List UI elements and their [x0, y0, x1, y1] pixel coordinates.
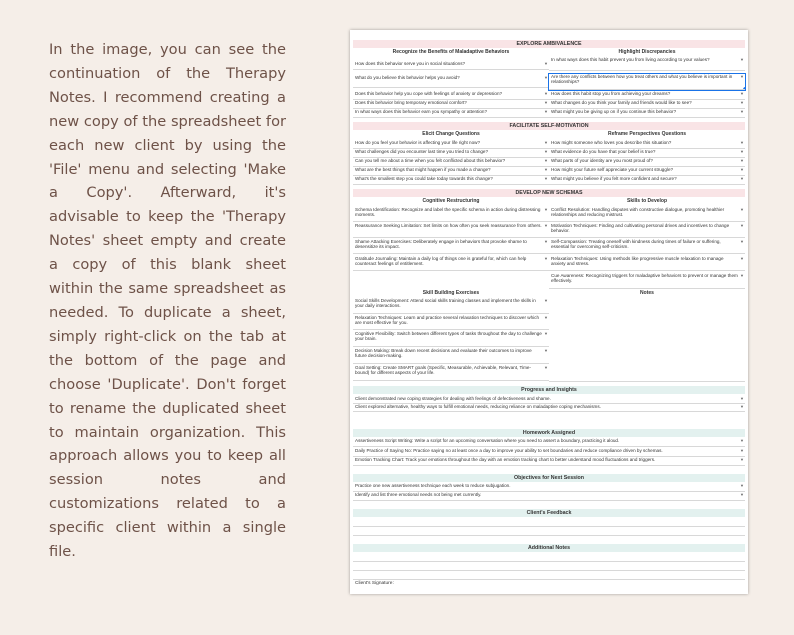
dropdown-arrow-icon[interactable]: ▼	[740, 492, 744, 497]
schemas-right-cell-text: Cue Awareness: Recognizing triggers for maladaptive behaviors to prevent or manage them effectively.	[551, 273, 738, 284]
explore-right-cell[interactable]	[549, 109, 745, 118]
skills-left-cell[interactable]	[353, 348, 549, 364]
dropdown-arrow-icon[interactable]: ▼	[544, 75, 548, 80]
dropdown-arrow-icon[interactable]: ▼	[740, 149, 744, 154]
skills-left-cell-text: Social Skills Development: Attend social skills training classes and implement the skills in your daily interactions.	[355, 298, 536, 309]
schemas-right-cell-text: Relaxation Techniques: Using methods like progressive muscle relaxation to manage anxiety and stress.	[551, 256, 724, 267]
additional-notes-row[interactable]	[353, 553, 745, 562]
dropdown-arrow-icon[interactable]: ▼	[740, 167, 744, 172]
dropdown-arrow-icon[interactable]: ▼	[544, 239, 548, 244]
dropdown-arrow-icon[interactable]: ▼	[740, 100, 744, 105]
dropdown-arrow-icon[interactable]: ▼	[544, 167, 548, 172]
homework-row-text: Daily Practice of Saying No: Practice saying no at least once a day to improve your ability to set boundaries and reduce compliance driven by schemas.	[355, 448, 663, 453]
motivation-right-cell-text: How might someone who loves you describe this situation?	[551, 140, 672, 145]
explore-left-cell[interactable]	[353, 100, 549, 109]
dropdown-arrow-icon[interactable]: ▼	[544, 331, 548, 336]
dropdown-arrow-icon[interactable]: ▼	[544, 348, 548, 353]
motivation-left-cell-text: What's the smallest step you could take today towards this change?	[355, 176, 493, 181]
schemas-left-cell[interactable]	[353, 223, 549, 238]
explore-left-cell-text: How does this behavior serve you in social situations?	[355, 61, 466, 66]
skills-left-cell-text: Relaxation Techniques: Learn and practice several relaxation techniques to discover which are most effective for you.	[355, 315, 540, 326]
explore-left-cell[interactable]	[353, 109, 549, 118]
column-header-cognitive-restructuring: Cognitive Restructuring	[422, 198, 480, 204]
motivation-right-cell[interactable]	[549, 176, 745, 185]
explore-left-cell-text: In what ways does this behavior earn you sympathy or attention?	[355, 109, 488, 114]
dropdown-arrow-icon[interactable]: ▼	[740, 457, 744, 462]
column-header-notes: Notes	[640, 290, 654, 296]
explore-right-cell-text: In what ways does this habit prevent you from living according to your values?	[551, 57, 710, 62]
dropdown-arrow-icon[interactable]: ▼	[544, 140, 548, 145]
dropdown-arrow-icon[interactable]: ▼	[544, 61, 548, 66]
motivation-left-cell[interactable]	[353, 158, 549, 167]
dropdown-arrow-icon[interactable]: ▼	[740, 273, 744, 278]
motivation-left-cell-text: What challenges did you encounter last time you tried to change?	[355, 149, 489, 154]
objectives-row-text: Practice one new assertiveness technique each week to reduce subjugation.	[355, 483, 511, 488]
motivation-left-cell-text: How do you feel your behavior is affecting your life right now?	[355, 140, 481, 145]
schemas-right-cell[interactable]	[549, 239, 745, 254]
dropdown-arrow-icon[interactable]: ▼	[740, 438, 744, 443]
schemas-right-cell[interactable]	[549, 207, 745, 222]
column-header-benefits: Recognize the Benefits of Maladaptive Behaviors	[392, 49, 510, 55]
objectives-row[interactable]	[353, 492, 745, 501]
additional-notes-row[interactable]	[353, 562, 745, 571]
skills-left-cell[interactable]	[353, 331, 549, 347]
dropdown-arrow-icon[interactable]: ▼	[740, 74, 744, 79]
homework-row[interactable]	[353, 448, 745, 457]
column-header-elicit-change: Elicit Change Questions	[422, 131, 480, 137]
dropdown-arrow-icon[interactable]: ▼	[740, 396, 744, 401]
schemas-right-cell-text: Conflict Resolution: Handling disputes with constructive dialogue, promoting healthier relationships and reducing mistrust.	[551, 207, 725, 218]
dropdown-arrow-icon[interactable]: ▼	[544, 100, 548, 105]
explore-left-cell-text: Does this behavior help you cope with feelings of anxiety or depression?	[355, 91, 503, 96]
dropdown-arrow-icon[interactable]: ▼	[544, 149, 548, 154]
schemas-right-cell-text: Self-Compassion: Treating oneself with kindness during times of failure or suffering, essential for overcoming self-criticism.	[551, 239, 721, 250]
explore-right-cell-text: What might you be giving up on if you continue this behavior?	[551, 109, 677, 114]
schemas-left-cell[interactable]	[353, 256, 549, 271]
motivation-right-cell-text: What evidence do you have that your belief is true?	[551, 149, 656, 154]
dropdown-arrow-icon[interactable]: ▼	[544, 109, 548, 114]
progress-row[interactable]	[353, 404, 745, 412]
explore-left-cell[interactable]	[353, 61, 549, 70]
additional-notes-row[interactable]	[353, 571, 745, 580]
explore-right-cell-text: Are there any conflicts between how you treat others and what you believe is important in relationships?	[551, 74, 733, 85]
section-progress-insights: Progress and Insights	[353, 386, 745, 394]
dropdown-arrow-icon[interactable]: ▼	[740, 223, 744, 228]
dropdown-arrow-icon[interactable]: ▼	[740, 158, 744, 163]
client-signature-label: Client's Signature:	[355, 581, 394, 586]
objectives-row[interactable]	[353, 483, 745, 492]
motivation-right-cell[interactable]	[549, 149, 745, 158]
explore-right-cell[interactable]	[549, 100, 745, 109]
motivation-left-cell-text: Can you tell me about a time when you felt conflicted about this behavior?	[355, 158, 506, 163]
schemas-left-cell-text: Shame Attacking Exercises: Deliberately engage in behaviors that provoke shame to desensitize its impact.	[355, 239, 527, 250]
dropdown-arrow-icon[interactable]: ▼	[740, 256, 744, 261]
section-explore-ambivalence: EXPLORE AMBIVALENCE	[353, 40, 745, 48]
dropdown-arrow-icon[interactable]: ▼	[544, 207, 548, 212]
dropdown-arrow-icon[interactable]: ▼	[740, 239, 744, 244]
progress-row-text: Client explored alternative, healthy ways to fulfill emotional needs, reducing reliance on maladaptive coping mechanisms.	[355, 404, 601, 409]
dropdown-arrow-icon[interactable]: ▼	[544, 223, 548, 228]
schemas-right-cell[interactable]	[549, 273, 745, 289]
motivation-right-cell[interactable]	[549, 140, 745, 149]
dropdown-arrow-icon[interactable]: ▼	[544, 365, 548, 370]
schemas-right-cell-text: Motivation Techniques: Finding and cultivating personal drives and incentives to change behavior.	[551, 223, 730, 234]
schemas-right-cell[interactable]	[549, 256, 745, 271]
schemas-left-cell[interactable]	[353, 239, 549, 254]
notes-cell[interactable]	[549, 298, 745, 382]
homework-row[interactable]	[353, 457, 745, 466]
dropdown-arrow-icon[interactable]: ▼	[740, 109, 744, 114]
section-homework-assigned: Homework Assigned	[353, 429, 745, 437]
motivation-right-cell[interactable]	[549, 158, 745, 167]
schemas-left-cell-text: Gratitude Journaling: Maintain a daily log of things one is grateful for, which can help counteract feelings of entitlement.	[355, 256, 527, 267]
column-header-skills-to-develop: Skills to Develop	[626, 198, 667, 204]
dropdown-arrow-icon[interactable]: ▼	[544, 91, 548, 96]
dropdown-arrow-icon[interactable]: ▼	[740, 176, 744, 181]
explore-right-cell[interactable]	[549, 74, 745, 90]
skills-left-cell[interactable]	[353, 315, 549, 330]
section-client-feedback: Client's Feedback	[353, 509, 745, 517]
column-header-reframe: Reframe Perspectives Questions	[607, 131, 687, 137]
feedback-row[interactable]	[353, 518, 745, 527]
dropdown-arrow-icon[interactable]: ▼	[740, 57, 744, 62]
spreadsheet-preview	[350, 30, 748, 594]
section-objectives: Objectives for Next Session	[353, 474, 745, 482]
dropdown-arrow-icon[interactable]: ▼	[544, 256, 548, 261]
motivation-left-cell[interactable]	[353, 149, 549, 158]
dropdown-arrow-icon[interactable]: ▼	[544, 176, 548, 181]
motivation-left-cell[interactable]	[353, 167, 549, 176]
dropdown-arrow-icon[interactable]: ▼	[544, 298, 548, 303]
section-self-motivation: FACILITATE SELF-MOTIVATION	[353, 122, 745, 130]
objectives-row-text: Identify and list three emotional needs not being met currently.	[355, 492, 482, 497]
motivation-left-cell-text: What are the best things that might happen if you made a change?	[355, 167, 491, 172]
section-new-schemas: DEVELOP NEW SCHEMAS	[353, 189, 745, 197]
motivation-right-cell-text: What might you believe if you felt more confident and secure?	[551, 176, 677, 181]
schemas-left-cell-text: Reassurance Seeking Limitation: Set limits on how often you seek reassurance from others.	[355, 223, 542, 228]
schemas-left-cell-text: Schema Identification: Recognize and label the specific schema in action during distressing moments.	[355, 207, 541, 218]
explore-left-cell[interactable]	[353, 91, 549, 100]
dropdown-arrow-icon[interactable]: ▼	[740, 483, 744, 488]
skills-left-cell-text: Goal Setting: Create SMART goals (Specific, Measurable, Achievable, Relevant, Time-bound) for different aspects of your life.	[355, 365, 532, 376]
progress-row[interactable]	[353, 396, 745, 404]
motivation-right-cell-text: What parts of your identity are you most proud of?	[551, 158, 653, 163]
dropdown-arrow-icon[interactable]: ▼	[544, 315, 548, 320]
motivation-right-cell-text: How might your future self appreciate your current struggle?	[551, 167, 674, 172]
dropdown-arrow-icon[interactable]: ▼	[740, 140, 744, 145]
explore-left-cell-text: What do you believe this behavior helps you avoid?	[355, 75, 460, 80]
column-header-discrepancies: Highlight Discrepancies	[618, 49, 676, 55]
skills-left-cell[interactable]	[353, 365, 549, 381]
motivation-right-cell[interactable]	[549, 167, 745, 176]
feedback-row[interactable]	[353, 527, 745, 536]
dropdown-arrow-icon[interactable]: ▼	[740, 207, 744, 212]
skills-left-cell-text: Decision Making: Break down recent decisions and evaluate their outcomes to improve future decision-making.	[355, 348, 532, 359]
explore-right-cell[interactable]	[549, 57, 745, 71]
schemas-right-cell[interactable]	[549, 223, 745, 238]
homework-row-text: Emotion Tracking Chart: Track your emotions throughout the day with an emotion tracking chart to better understand mood fluctuations and triggers.	[355, 457, 656, 462]
explore-right-cell[interactable]	[549, 91, 745, 100]
progress-row-text: Client demonstrated new coping strategies for dealing with feelings of defectiveness and shame.	[355, 396, 551, 401]
explore-right-cell-text: How does this habit stop you from achieving your dreams?	[551, 91, 671, 96]
column-header-skill-building: Skill Building Exercises	[422, 290, 480, 296]
dropdown-arrow-icon[interactable]: ▼	[740, 404, 744, 409]
instructions-text: In the image, you can see the continuation of the Therapy Notes. I recommend creating a new copy of the spreadsheet for each new client by using the 'File' menu and selecting 'Make a Copy'. Afterward, it's advisable to keep the 'Therapy Notes' sheet empty and create a copy of this blank sheet within the same spreadsheet as needed. To duplicate a sheet, simply right-click on the tab at the bottom of the page and choose 'Duplicate'. Don't forget to rename the duplicated sheet to maintain organization. This approach allows you to keep all session notes and customizations related to a specific client within a single file.	[49, 41, 286, 561]
section-additional-notes: Additional Notes	[353, 544, 745, 552]
schemas-left-cell[interactable]	[353, 207, 549, 222]
skills-left-cell[interactable]	[353, 298, 549, 314]
explore-left-cell-text: Does this behavior bring temporary emotional comfort?	[355, 100, 467, 105]
explore-right-cell-text: What changes do you think your family and friends would like to see?	[551, 100, 692, 105]
dropdown-arrow-icon[interactable]: ▼	[740, 91, 744, 96]
explore-left-cell[interactable]	[353, 75, 549, 88]
selection-handle-icon[interactable]	[743, 87, 745, 90]
skills-left-cell-text: Cognitive Flexibility: Switch between different types of tasks throughout the day to challenge your brain.	[355, 331, 542, 342]
motivation-left-cell[interactable]	[353, 176, 549, 185]
homework-row-text: Assertiveness Script Writing: Write a script for an upcoming conversation where you need to assert a boundary, practicing it aloud.	[355, 438, 620, 443]
homework-row[interactable]	[353, 438, 745, 447]
dropdown-arrow-icon[interactable]: ▼	[740, 448, 744, 453]
dropdown-arrow-icon[interactable]: ▼	[544, 158, 548, 163]
motivation-left-cell[interactable]	[353, 140, 549, 149]
